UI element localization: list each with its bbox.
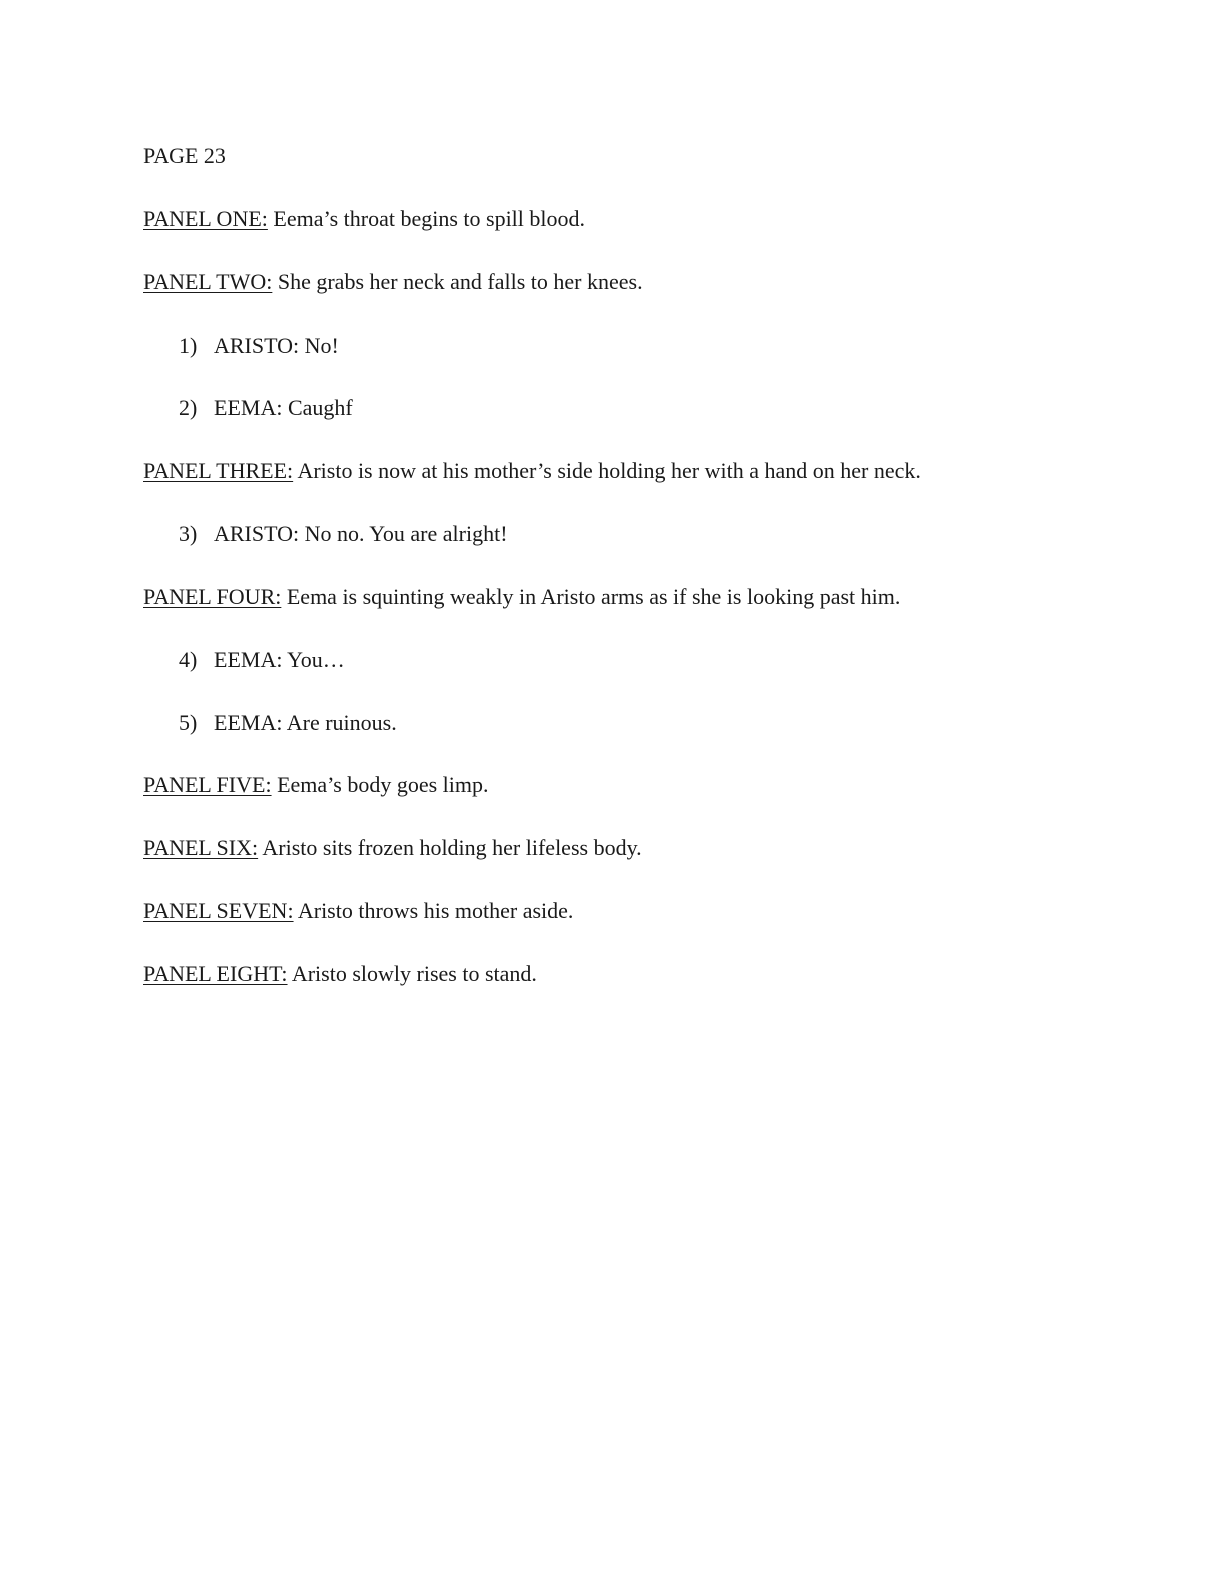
page-heading: PAGE 23 bbox=[143, 143, 226, 168]
dialogue-text: ARISTO: No no. You are alright! bbox=[214, 521, 508, 546]
dialogue-line bbox=[179, 333, 339, 359]
panel-label: PANEL EIGHT: bbox=[143, 961, 288, 986]
panel-label: PANEL TWO: bbox=[143, 269, 273, 294]
panel-one bbox=[143, 206, 585, 232]
panel-description: Aristo throws his mother aside. bbox=[293, 898, 574, 923]
dialogue-text: EEMA: Caughf bbox=[214, 395, 353, 420]
panel-five bbox=[143, 772, 488, 798]
dialogue-line bbox=[179, 647, 345, 673]
panel-label: PANEL ONE: bbox=[143, 206, 268, 231]
dialogue-number: 2) bbox=[179, 395, 198, 420]
panel-two bbox=[143, 269, 643, 295]
panel-description: She grabs her neck and falls to her knees. bbox=[272, 269, 643, 294]
dialogue-line bbox=[179, 521, 508, 547]
panel-four bbox=[143, 584, 900, 610]
panel-description: Aristo slowly rises to stand. bbox=[287, 961, 537, 986]
dialogue-number: 5) bbox=[179, 710, 198, 735]
panel-label: PANEL FOUR: bbox=[143, 584, 282, 609]
panel-label: PANEL SIX: bbox=[143, 835, 259, 860]
dialogue-line bbox=[179, 395, 353, 421]
panel-description: Aristo sits frozen holding her lifeless body. bbox=[258, 835, 642, 860]
panel-description: Aristo is now at his mother’s side holding her with a hand on her neck. bbox=[293, 458, 921, 483]
dialogue-text: EEMA: Are ruinous. bbox=[214, 710, 397, 735]
panel-six bbox=[143, 835, 642, 861]
dialogue-number: 4) bbox=[179, 647, 198, 672]
panel-label: PANEL FIVE: bbox=[143, 772, 272, 797]
dialogue-text: ARISTO: No! bbox=[214, 333, 339, 358]
dialogue-number: 3) bbox=[179, 521, 198, 546]
panel-description: Eema is squinting weakly in Aristo arms as if she is looking past him. bbox=[281, 584, 901, 609]
dialogue-number: 1) bbox=[179, 333, 198, 358]
panel-description: Eema’s throat begins to spill blood. bbox=[267, 206, 586, 231]
panel-three bbox=[143, 458, 921, 484]
panel-description: Eema’s body goes limp. bbox=[271, 772, 489, 797]
panel-seven bbox=[143, 898, 573, 924]
panel-label: PANEL THREE: bbox=[143, 458, 294, 483]
dialogue-text: EEMA: You… bbox=[214, 647, 345, 672]
panel-label: PANEL SEVEN: bbox=[143, 898, 294, 923]
panel-eight bbox=[143, 961, 537, 987]
dialogue-line bbox=[179, 710, 397, 736]
